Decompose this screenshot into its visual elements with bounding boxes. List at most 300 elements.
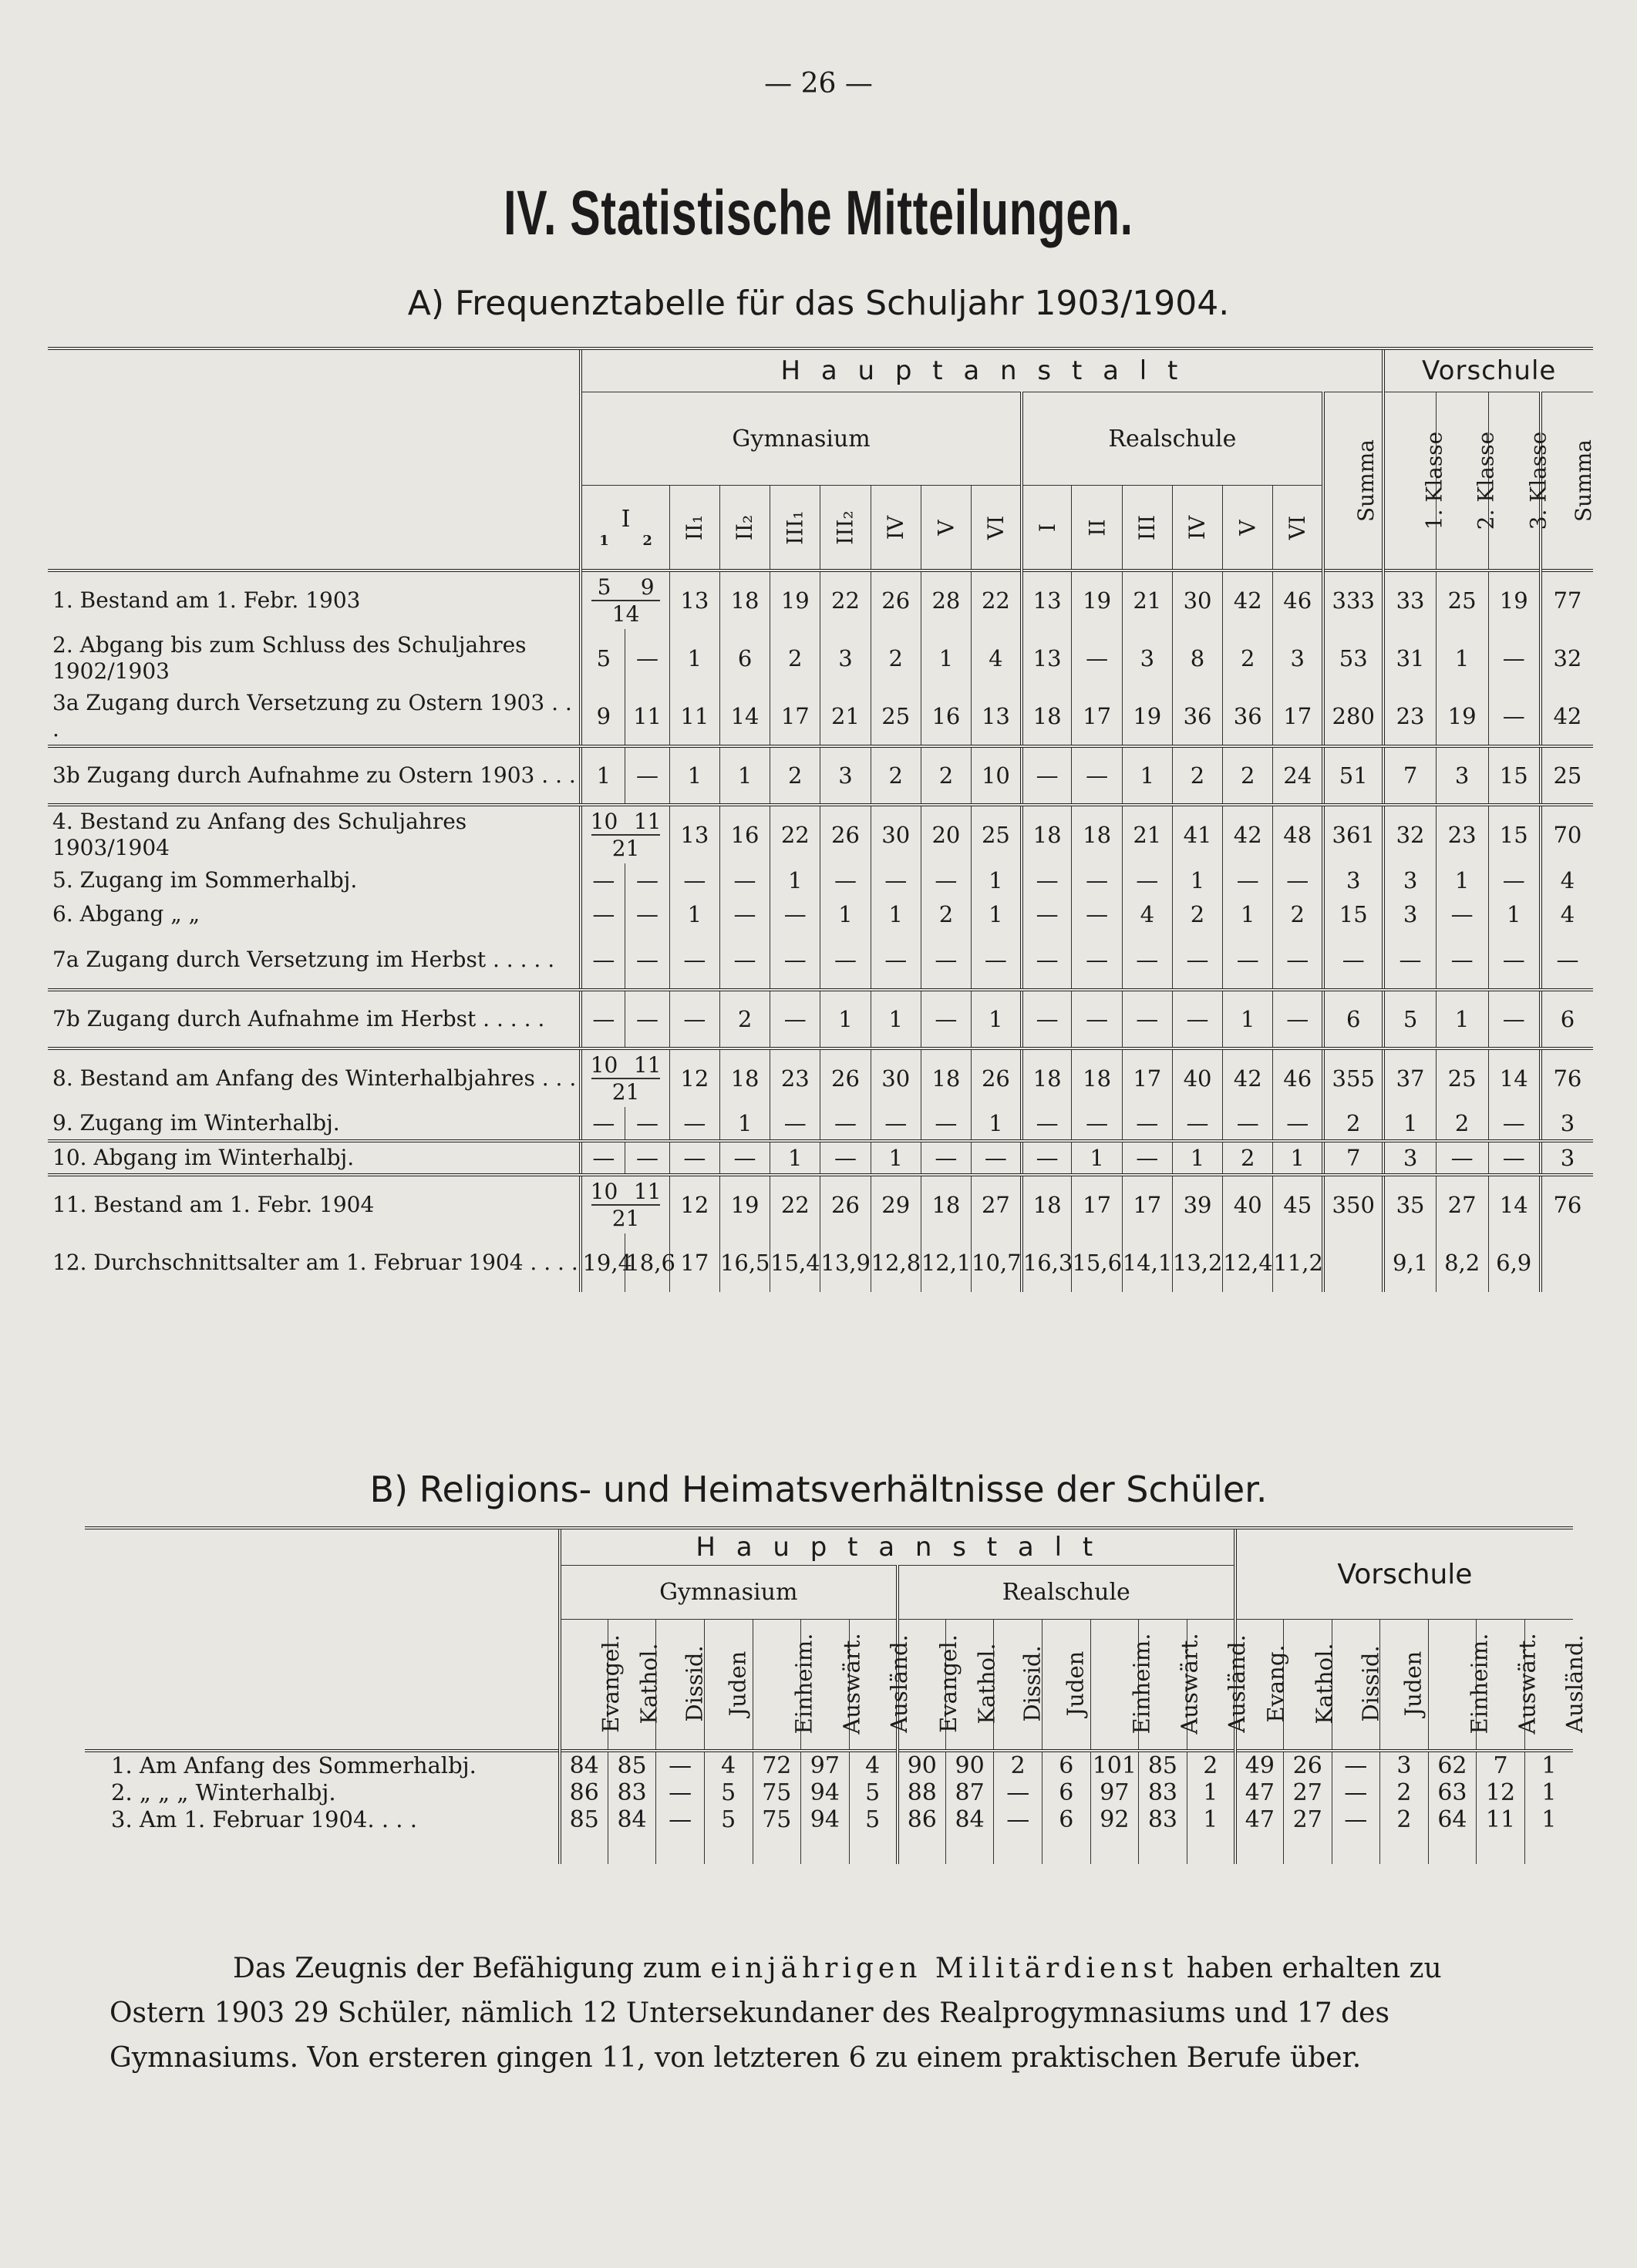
cell-value: 25: [972, 805, 1022, 863]
cell-value: 2: [1172, 897, 1222, 931]
class-I-value: —: [625, 629, 669, 688]
class-I-value: —: [581, 1107, 625, 1141]
cell-value: 23: [1383, 688, 1436, 746]
cell-value: 2: [1323, 1107, 1383, 1141]
cell-value: —: [1022, 863, 1072, 897]
cell-value: 3: [1122, 629, 1172, 688]
cell-value: 3: [1383, 1141, 1436, 1175]
row-label: 8. Bestand am Anfang des Winterhalbjahres . . .: [52, 1065, 577, 1091]
section-b-title: B) Religions- und Heimatsverhältnisse der Schüler.: [369, 1469, 1268, 1510]
cell-value: 19: [1488, 570, 1541, 629]
class-I-2-value: 11: [633, 1178, 662, 1204]
gym-col-header: V: [933, 520, 959, 536]
cell-value: [1323, 1233, 1383, 1292]
religion-col-header: Evang.: [1262, 1644, 1289, 1723]
cell-value: 87: [945, 1779, 994, 1806]
cell-value: —: [1022, 897, 1072, 931]
cell-value: 47: [1235, 1806, 1284, 1833]
cell-value: 83: [608, 1779, 656, 1806]
cell-value: 19: [1122, 688, 1172, 746]
cell-value: 75: [753, 1806, 801, 1833]
cell-value: 18: [921, 1175, 971, 1233]
class-I-value: —: [625, 1107, 669, 1141]
cell-value: 1: [921, 629, 971, 688]
cell-value: —: [1122, 931, 1172, 990]
cell-value: 15,4: [770, 1233, 820, 1292]
cell-value: 85: [1139, 1751, 1187, 1779]
cell-value: —: [1072, 931, 1122, 990]
religion-col-header: Auswärt.: [1176, 1633, 1203, 1735]
cell-value: 27: [1283, 1806, 1332, 1833]
spacer-cell: [1235, 1833, 1284, 1864]
real-col-header: I: [1034, 523, 1060, 532]
cell-value: —: [1488, 688, 1541, 746]
cell-value: —: [1223, 1107, 1273, 1141]
religion-col-header: Ausländ.: [885, 1634, 912, 1734]
cell-value: —: [1332, 1806, 1380, 1833]
cell-value: 7: [1383, 746, 1436, 805]
cell-value: 3: [1383, 863, 1436, 897]
cell-value: —: [1332, 1751, 1380, 1779]
spacer-cell: [1090, 1833, 1139, 1864]
cell-value: 1: [871, 1141, 921, 1175]
class-I-sum-value: 21: [591, 1078, 659, 1105]
cell-value: 26: [820, 1175, 871, 1233]
cell-value: —: [1172, 1107, 1222, 1141]
cell-value: —: [656, 1779, 705, 1806]
cell-value: —: [1072, 863, 1122, 897]
cell-value: 10: [972, 746, 1022, 805]
cell-value: 72: [753, 1751, 801, 1779]
cell-value: 16,3: [1022, 1233, 1072, 1292]
hauptanstalt-header: H a u p t a n s t a l t: [560, 1528, 1235, 1566]
cell-value: —: [770, 1107, 820, 1141]
table-row: [48, 931, 1593, 990]
cell-value: 15: [1323, 897, 1383, 931]
cell-value: —: [1022, 931, 1072, 990]
cell-value: —: [1172, 931, 1222, 990]
cell-value: —: [1072, 897, 1122, 931]
cell-value: —: [921, 1141, 971, 1175]
cell-value: 2: [1223, 1141, 1273, 1175]
religion-col-header: Evangel.: [935, 1634, 962, 1734]
cell-value: 13: [1022, 570, 1072, 629]
cell-value: 25: [1541, 746, 1593, 805]
cell-value: 12: [1477, 1779, 1525, 1806]
row-label: 11. Bestand am 1. Febr. 1904: [52, 1191, 375, 1217]
cell-value: 1: [669, 629, 719, 688]
cell-value: 35: [1383, 1175, 1436, 1233]
table-row: [85, 1779, 1573, 1806]
cell-value: —: [1122, 990, 1172, 1048]
cell-value: 1: [1172, 1141, 1222, 1175]
real-col-header: V: [1234, 520, 1261, 536]
cell-value: 18: [719, 1048, 770, 1107]
cell-value: 94: [801, 1779, 850, 1806]
cell-value: 29: [871, 1175, 921, 1233]
cell-value: —: [1488, 990, 1541, 1048]
cell-value: 3: [1383, 897, 1436, 931]
cell-value: 17: [1122, 1175, 1172, 1233]
cell-value: 86: [560, 1779, 608, 1806]
cell-value: 3: [1436, 746, 1488, 805]
cell-value: 83: [1139, 1779, 1187, 1806]
table-row: [48, 990, 1593, 1048]
class-I-value: —: [581, 897, 625, 931]
cell-value: 4: [1541, 897, 1593, 931]
spacer-cell: [85, 1833, 560, 1864]
section-a-title: A) Frequenztabelle für das Schuljahr 1903/1904.: [407, 284, 1230, 323]
cell-value: 18: [1072, 805, 1122, 863]
cell-value: 85: [560, 1806, 608, 1833]
spacer-cell: [560, 1833, 608, 1864]
cell-value: 361: [1323, 805, 1383, 863]
spacer-cell: [1042, 1833, 1090, 1864]
cell-value: 5: [849, 1779, 898, 1806]
cell-value: —: [719, 863, 770, 897]
cell-value: 2: [921, 746, 971, 805]
cell-value: 17: [1072, 688, 1122, 746]
cell-value: 19: [770, 570, 820, 629]
cell-value: 1: [770, 1141, 820, 1175]
cell-value: 18: [1022, 805, 1072, 863]
religion-col-header: Einheim.: [1466, 1633, 1493, 1735]
cell-value: 6: [1042, 1751, 1090, 1779]
page-title: IV. Statistische Mitteilungen.: [504, 178, 1133, 248]
cell-value: 39: [1172, 1175, 1222, 1233]
cell-value: 76: [1541, 1175, 1593, 1233]
cell-value: 1: [719, 746, 770, 805]
cell-value: 6: [1323, 990, 1383, 1048]
cell-value: 62: [1428, 1751, 1477, 1779]
cell-value: 5: [849, 1806, 898, 1833]
cell-value: 27: [972, 1175, 1022, 1233]
cell-value: —: [1122, 863, 1172, 897]
cell-value: 20: [921, 805, 971, 863]
row-label: 10. Abgang im Winterhalbj.: [48, 1141, 581, 1175]
class-I-value: 9: [581, 688, 625, 746]
cell-value: 40: [1223, 1175, 1273, 1233]
cell-value: 86: [898, 1806, 946, 1833]
spacer-cell: [1477, 1833, 1525, 1864]
cell-value: 42: [1541, 688, 1593, 746]
cell-value: —: [1273, 863, 1323, 897]
cell-value: 6,9: [1488, 1233, 1541, 1292]
table-row: [48, 897, 1593, 931]
class-I-value: —: [625, 990, 669, 1048]
table-row: [48, 1175, 1593, 1233]
cell-value: 30: [1172, 570, 1222, 629]
cell-value: 2: [719, 990, 770, 1048]
gym-col-header: III₁: [782, 510, 808, 545]
closing-line3: Gymnasiums. Von ersteren gingen 11, von letzteren 6 zu einem praktischen Berufe über.: [109, 2042, 1362, 2074]
religion-col-header: Dissid.: [682, 1645, 709, 1722]
col-I-2-header: 2: [642, 532, 652, 549]
class-I-2-value: 11: [633, 808, 662, 834]
cell-value: 2: [1380, 1806, 1429, 1833]
table-row: [48, 1141, 1593, 1175]
cell-value: 18: [719, 570, 770, 629]
cell-value: 27: [1283, 1779, 1332, 1806]
cell-value: 1: [1223, 897, 1273, 931]
class-I-sum-value: 14: [591, 600, 659, 627]
class-I-value: —: [625, 746, 669, 805]
cell-value: 15: [1488, 805, 1541, 863]
cell-value: —: [669, 990, 719, 1048]
religion-col-header: Kathol.: [973, 1643, 1000, 1725]
cell-value: —: [1273, 931, 1323, 990]
cell-value: 15: [1488, 746, 1541, 805]
cell-value: 15,6: [1072, 1233, 1122, 1292]
cell-value: 1: [1223, 990, 1273, 1048]
cell-value: 23: [770, 1048, 820, 1107]
cell-value: 21: [1122, 570, 1172, 629]
class-I-1-value: 5: [597, 574, 611, 600]
cell-value: 1: [669, 897, 719, 931]
cell-value: 3: [1541, 1141, 1593, 1175]
cell-value: 13: [972, 688, 1022, 746]
gym-col-header: IV: [883, 515, 909, 540]
cell-value: 19: [1072, 570, 1122, 629]
cell-value: —: [1022, 1141, 1072, 1175]
cell-value: —: [669, 931, 719, 990]
cell-value: 1: [1187, 1779, 1235, 1806]
cell-value: —: [1022, 1107, 1072, 1141]
cell-value: 3: [1323, 863, 1383, 897]
cell-value: 17: [770, 688, 820, 746]
vorschule-header: Vorschule: [1383, 348, 1593, 392]
cell-value: 2: [871, 746, 921, 805]
cell-value: 21: [820, 688, 871, 746]
cell-value: —: [1072, 990, 1122, 1048]
cell-value: 46: [1273, 570, 1323, 629]
cell-value: 18: [1022, 1048, 1072, 1107]
real-col-header: IV: [1184, 515, 1211, 540]
cell-value: 3: [1380, 1751, 1429, 1779]
cell-value: 2: [1380, 1779, 1429, 1806]
cell-value: 13,2: [1172, 1233, 1222, 1292]
class-I-value: —: [625, 897, 669, 931]
cell-value: 97: [1090, 1779, 1139, 1806]
cell-value: —: [1273, 1107, 1323, 1141]
cell-value: 2: [1223, 746, 1273, 805]
cell-value: 31: [1383, 629, 1436, 688]
class-I-value: —: [581, 863, 625, 897]
row-label: 3b Zugang durch Aufnahme zu Ostern 1903 . . .: [48, 746, 581, 805]
spacer-cell: [1380, 1833, 1429, 1864]
class-I-value: —: [581, 1141, 625, 1175]
cell-value: 22: [770, 805, 820, 863]
table-row: [48, 688, 1593, 746]
cell-value: 13,9: [820, 1233, 871, 1292]
cell-value: 7: [1477, 1751, 1525, 1779]
cell-value: —: [921, 990, 971, 1048]
cell-value: 101: [1090, 1751, 1139, 1779]
cell-value: —: [1072, 629, 1122, 688]
table-row: [48, 746, 1593, 805]
cell-value: 84: [560, 1751, 608, 1779]
cell-value: 92: [1090, 1806, 1139, 1833]
table-row: [48, 1233, 1593, 1292]
cell-value: 18: [1022, 1175, 1072, 1233]
class-I-value: 5: [581, 629, 625, 688]
religion-col-header: Juden: [1400, 1651, 1426, 1717]
cell-value: 24: [1273, 746, 1323, 805]
cell-value: 1: [972, 1107, 1022, 1141]
cell-value: —: [770, 990, 820, 1048]
row-label: 1. Bestand am 1. Febr. 1903: [52, 587, 361, 613]
cell-value: —: [1122, 1141, 1172, 1175]
cell-value: 18: [1072, 1048, 1122, 1107]
class-I-2-value: 9: [640, 574, 655, 600]
cell-value: 17: [1072, 1175, 1122, 1233]
vor-col-header: 1. Klasse: [1421, 432, 1447, 530]
cell-value: 1: [871, 897, 921, 931]
cell-value: 16,5: [719, 1233, 770, 1292]
cell-value: 42: [1223, 1048, 1273, 1107]
cell-value: 47: [1235, 1779, 1284, 1806]
religion-col-header: Juden: [1062, 1651, 1089, 1717]
vor-col-header: Summa: [1570, 439, 1596, 523]
closing-line1-c: haben erhalten zu: [1186, 1953, 1442, 1984]
cell-value: 23: [1436, 805, 1488, 863]
class-I-value: 11: [625, 688, 669, 746]
summa-col-header: Summa: [1353, 439, 1379, 523]
cell-value: 16: [921, 688, 971, 746]
cell-value: —: [669, 863, 719, 897]
class-I-value: —: [581, 931, 625, 990]
cell-value: 27: [1436, 1175, 1488, 1233]
cell-value: 26: [820, 1048, 871, 1107]
cell-value: 77: [1541, 570, 1593, 629]
row-label: 4. Bestand zu Anfang des Schuljahres 1903/1904: [52, 808, 467, 860]
cell-value: 6: [1042, 1779, 1090, 1806]
cell-value: 6: [1541, 990, 1593, 1048]
cell-value: 88: [898, 1779, 946, 1806]
spacer-cell: [898, 1833, 946, 1864]
cell-value: —: [994, 1779, 1042, 1806]
cell-value: —: [994, 1806, 1042, 1833]
closing-paragraph: [109, 1947, 1536, 2081]
cell-value: 76: [1541, 1048, 1593, 1107]
cell-value: 63: [1428, 1779, 1477, 1806]
cell-value: 1: [1436, 863, 1488, 897]
cell-value: 26: [820, 805, 871, 863]
cell-value: 45: [1273, 1175, 1323, 1233]
class-I-value: —: [581, 990, 625, 1048]
class-I-1-value: 10: [590, 1052, 618, 1078]
cell-value: 1: [820, 990, 871, 1048]
cell-value: 2: [1223, 629, 1273, 688]
page-number: — 26 —: [764, 68, 873, 99]
spacer-cell: [1524, 1833, 1573, 1864]
religion-col-header: Ausländ.: [1223, 1634, 1250, 1734]
cell-value: 17: [669, 1233, 719, 1292]
cell-value: 2: [1273, 897, 1323, 931]
cell-value: 41: [1172, 805, 1222, 863]
cell-value: —: [1223, 863, 1273, 897]
cell-value: 12: [669, 1175, 719, 1233]
cell-value: 22: [820, 570, 871, 629]
cell-value: 3: [820, 629, 871, 688]
cell-value: —: [719, 931, 770, 990]
row-label: 3. Am 1. Februar 1904. . . .: [111, 1806, 417, 1832]
cell-value: —: [1488, 1141, 1541, 1175]
table-row: [85, 1751, 1573, 1779]
class-I-value: 1: [581, 746, 625, 805]
spacer-cell: [849, 1833, 898, 1864]
religion-col-header: Auswärt.: [1514, 1633, 1541, 1735]
cell-value: 280: [1323, 688, 1383, 746]
class-I-1-value: 10: [590, 1178, 618, 1204]
class-I-merged-cell: [581, 805, 669, 863]
cell-value: 4: [704, 1751, 753, 1779]
gymnasium-header: Gymnasium: [581, 392, 1021, 486]
cell-value: 19: [1436, 688, 1488, 746]
cell-value: 94: [801, 1806, 850, 1833]
cell-value: —: [1436, 1141, 1488, 1175]
class-I-merged-cell: [581, 1175, 669, 1233]
cell-value: 36: [1172, 688, 1222, 746]
spacer-cell: [704, 1833, 753, 1864]
cell-value: —: [921, 931, 971, 990]
cell-value: —: [921, 863, 971, 897]
religion-table-body: [85, 1751, 1573, 1864]
cell-value: 2: [994, 1751, 1042, 1779]
cell-value: 2: [871, 629, 921, 688]
cell-value: 84: [608, 1806, 656, 1833]
cell-value: —: [1383, 931, 1436, 990]
realschule-header: Realschule: [898, 1566, 1235, 1620]
cell-value: 25: [1436, 570, 1488, 629]
cell-value: 83: [1139, 1806, 1187, 1833]
cell-value: —: [972, 931, 1022, 990]
cell-value: 3: [1273, 629, 1323, 688]
cell-value: 90: [945, 1751, 994, 1779]
col-I-1-header: 1: [599, 532, 609, 549]
cell-value: 17: [1273, 688, 1323, 746]
cell-value: 42: [1223, 570, 1273, 629]
table-row: [48, 1048, 1593, 1107]
spacer-cell: [945, 1833, 994, 1864]
vor-col-header: 2. Klasse: [1472, 432, 1498, 530]
cell-value: 90: [898, 1751, 946, 1779]
cell-value: —: [1223, 931, 1273, 990]
cell-value: —: [770, 931, 820, 990]
class-I-sum-value: 21: [591, 1204, 659, 1231]
cell-value: 1: [1436, 629, 1488, 688]
class-I-value: —: [625, 863, 669, 897]
frequency-table: [48, 347, 1596, 1292]
spacer-cell: [1139, 1833, 1187, 1864]
gym-col-header: VI: [982, 515, 1009, 540]
cell-value: 1: [1524, 1806, 1573, 1833]
spacer-cell: [1283, 1833, 1332, 1864]
closing-line1-b: einjährigen Militärdienst: [710, 1953, 1178, 1984]
cell-value: —: [1332, 1779, 1380, 1806]
cell-value: 37: [1383, 1048, 1436, 1107]
cell-value: —: [1488, 1107, 1541, 1141]
cell-value: 42: [1223, 805, 1273, 863]
cell-value: —: [1488, 931, 1541, 990]
cell-value: 1: [1273, 1141, 1323, 1175]
cell-value: —: [871, 931, 921, 990]
class-I-value: —: [625, 1141, 669, 1175]
cell-value: —: [871, 863, 921, 897]
cell-value: —: [719, 1141, 770, 1175]
cell-value: 49: [1235, 1751, 1284, 1779]
cell-value: 12,8: [871, 1233, 921, 1292]
